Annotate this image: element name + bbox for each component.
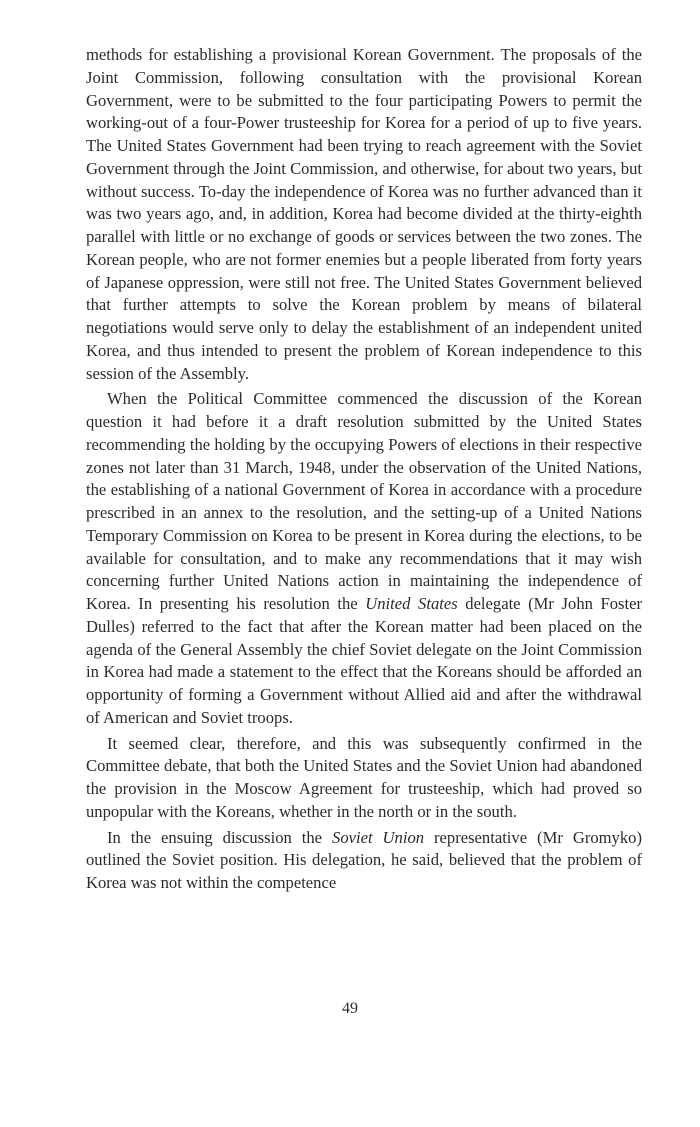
paragraph-1: methods for establishing a provisional Korean Government. The proposals of the Joint Commission, following consultation with the provisional Korean Government, were to be submitted to the four participating Powers to permit the working-out of a four-Power trusteeship for Korea for a period of up to five years. The United States Government had been trying to reach agreement with the Soviet Government through the Joint Commission, and otherwise, for about two years, but without success. To-day the independence of Korea was no further advanced than it was two years ago, and, in addition, Korea had become divided at the thirty-eighth parallel with little or no exchange of goods or services between the two zones. The Korean people, who are not former enemies but a people liberated from forty years of Japanese oppression, were still not free. The United States Government believed that further attempts to solve the Korean problem by means of bilateral negotiations would serve only to delay the establishment of an independent united Korea, and thus intended to present the problem of Korean independence to this session of the Assembly. (86, 45, 642, 383)
paragraph-2-emphasis: United States (365, 594, 458, 613)
paragraph-4 (86, 827, 642, 895)
paragraph-4-text-after: representative (Mr Gromyko) outlined the Soviet position. His delegation, he said, believed that the problem of Korea was not within the competence (86, 827, 642, 892)
paragraph-3: It seemed clear, therefore, and this was subsequently confirmed in the Committee debate, that both the United States and the Soviet Union had abandoned the provision in the Moscow Agreement for trusteeship, which had proved so unpopular with the Koreans, whether in the north or in the south. (86, 733, 642, 821)
paragraph-4-text-before: In the ensuing discussion the (107, 827, 333, 847)
paragraph-2 (86, 388, 642, 729)
paragraph-4-emphasis: Soviet Union (332, 827, 425, 847)
paragraph-2-text-before: When the Political Committee commenced the discussion of the Korean question it had before it a draft resolution submitted by the United States recommending the holding by the occupying Powers of elections in their respective zones not later than 31 March, 1948, under the observation of the United Nations, the establishing of a national Government of Korea in accordance with a procedure prescribed in an annex to the resolution, and the setting-up of a United Nations Temporary Commission on Korea to be present in Korea during the elections, to be available for consultation, and to make any recommendations that it may wish concerning further United Nations action in maintaining the independence of Korea. In presenting his resolution the (86, 389, 642, 613)
page-number: 49 (342, 1000, 358, 1017)
document-body (86, 44, 642, 895)
paragraph-2-text-after: delegate (Mr John Foster Dulles) referred to the fact that after the Korean matter had been placed on the agenda of the General Assembly the chief Soviet delegate on the Joint Commission in Korea had made a statement to the effect that the Koreans should be afforded an opportunity of forming a Government without Allied aid and after the withdrawal of American and Soviet troops. (86, 594, 642, 727)
